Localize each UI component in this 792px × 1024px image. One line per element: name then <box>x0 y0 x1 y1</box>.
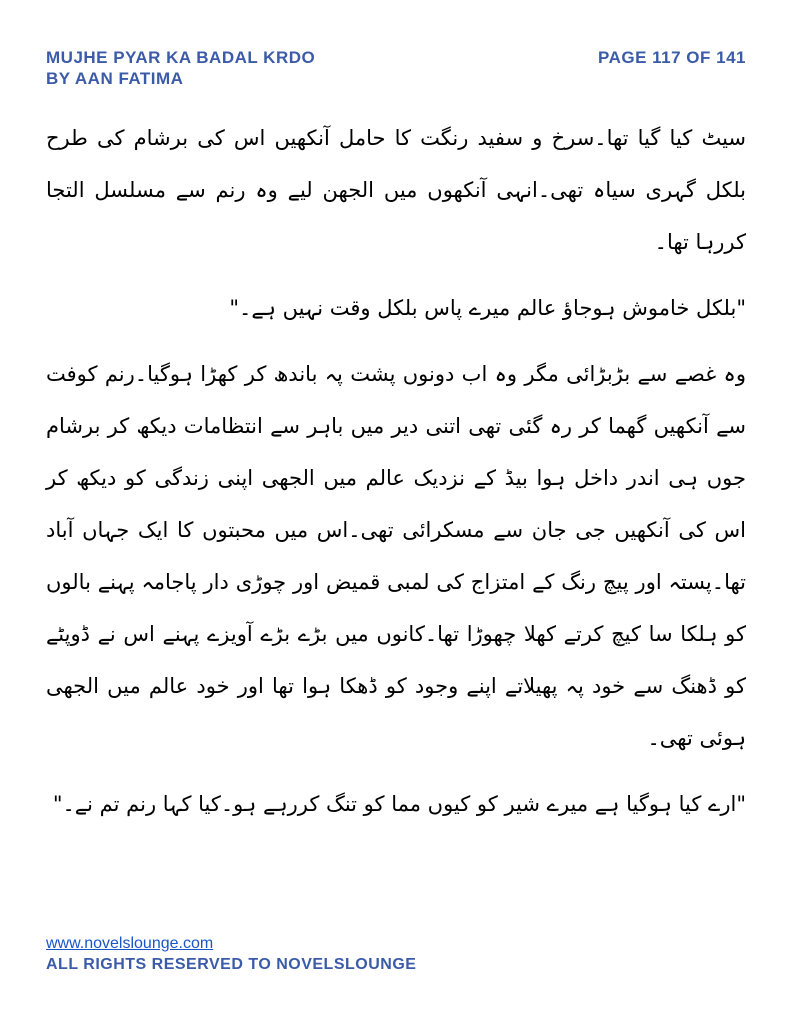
paragraph-3: وہ غصے سے بڑبڑائی مگر وہ اب دونوں پشت پہ باندھ کر کھڑا ہوگیا۔رنم کوفت سے آنکھیں گھما کر رہ گئی تھی اتنی دیر میں باہر سے انتظامات دیکھ کر برشام جوں ہی اندر داخل ہوا بیڈ کے نزدیک عالم میں الجھی اپنی زندگی کو دیکھ کر اس کی آنکھیں جی جان سے مسکرائی تھی۔اس میں محبتوں کا ایک جہاں آباد تھا۔پستہ اور پیچ رنگ کے امتزاج کی لمبی قمیض اور چوڑی دار پاجامہ پہنے بالوں کو ہلکا سا کیچ کرتے کھلا چھوڑا تھا۔کانوں میں بڑے بڑے آویزے پہنے اس نے ڈوپٹے کو ڈھنگ سے خود پہ پھیلاتے اپنے وجود کو ڈھکا ہوا تھا اور خود عالم میں الجھی ہوئی تھی۔ <box>46 362 746 750</box>
header-row <box>46 47 746 68</box>
paragraph-4: "ارے کیا ہوگیا ہے میرے شیر کو کیوں مما کو تنگ کررہے ہو۔کیا کہا رنم تم نے۔" <box>52 792 746 816</box>
author-line: BY AAN FATIMA <box>46 69 184 88</box>
page-footer <box>46 934 746 976</box>
paragraph-2: "بلکل خاموش ہوجاؤ عالم میرے پاس بلکل وقت نہیں ہے۔" <box>229 296 746 320</box>
novel-title: MUJHE PYAR KA BADAL KRDO <box>46 48 316 67</box>
page-header <box>46 47 746 89</box>
page-body <box>46 112 746 844</box>
paragraph-1: سیٹ کیا گیا تھا۔سرخ و سفید رنگت کا حامل آنکھیں اس کی برشام کی طرح بلکل گہری سیاہ تھی۔انہی آنکھوں میں الجھن لیے وہ رنم سے مسلسل التجا کررہا تھا۔ <box>46 126 746 254</box>
page-number: PAGE 117 OF 141 <box>598 48 746 67</box>
rights-notice: ALL RIGHTS RESERVED TO NOVELSLOUNGE <box>46 956 417 973</box>
website-link[interactable]: www.novelslounge.com <box>46 935 214 952</box>
